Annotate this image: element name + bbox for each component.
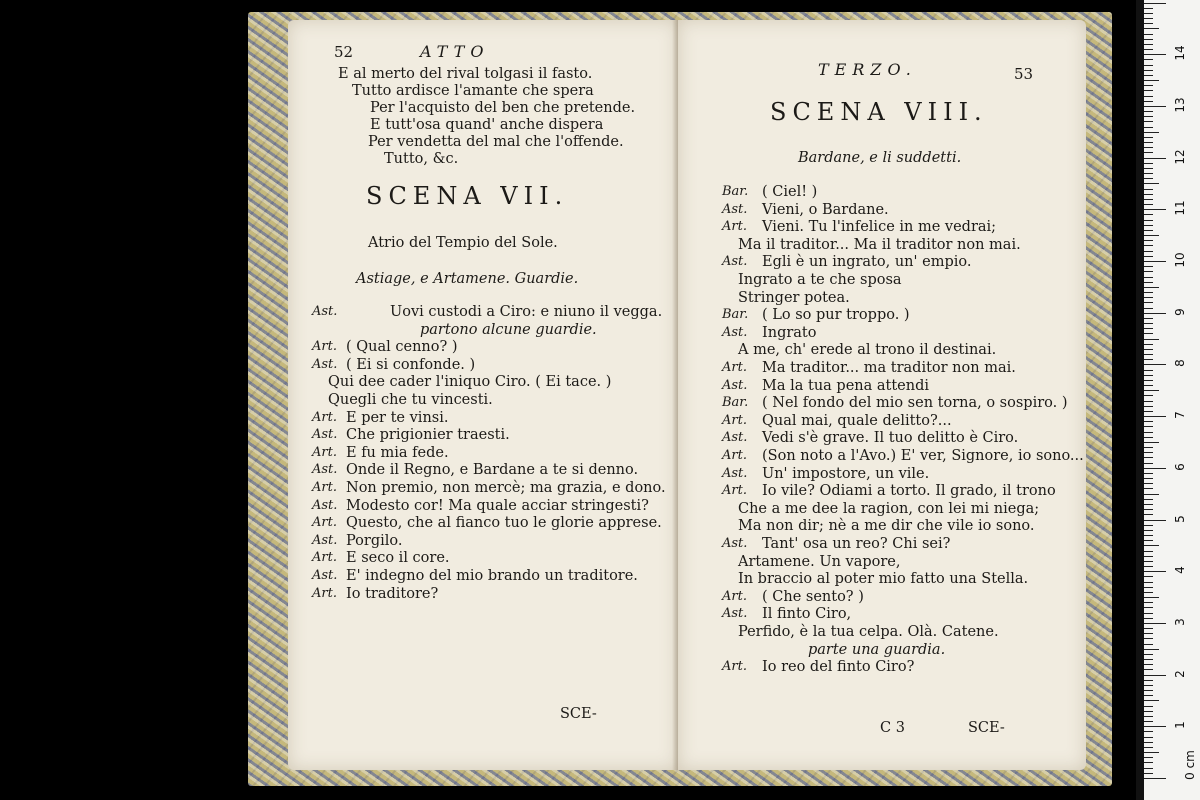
ruler-tick — [1144, 266, 1153, 267]
ruler-tick — [1144, 28, 1159, 29]
speaker-label: Ast. — [722, 324, 748, 340]
ruler-label: 12 — [1173, 148, 1187, 165]
ruler-tick — [1144, 142, 1153, 143]
ruler-tick — [1144, 447, 1153, 448]
ruler-tick — [1144, 613, 1153, 614]
dialogue-line: In braccio al poter mio fatto una Stella. — [738, 571, 1029, 588]
ruler-tick — [1144, 199, 1153, 200]
ruler-tick — [1144, 499, 1153, 500]
ruler-label: 1 — [1173, 721, 1187, 730]
ruler-tick — [1144, 90, 1153, 91]
dialogue-line: Perfido, è la tua celpa. Olà. Catene. — [738, 624, 999, 640]
speaker-label: Art. — [312, 585, 337, 601]
speaker-label: Art. — [312, 480, 337, 495]
speaker-label: Art. — [312, 444, 337, 460]
ruler-tick — [1144, 488, 1153, 489]
dialogue-line: Che a me dee la ragion, con lei mi niega; — [738, 500, 1040, 517]
speaker-label: Art. — [722, 360, 747, 375]
dialogue-line: Stringer potea. — [738, 289, 850, 306]
ruler-tick — [1144, 700, 1159, 701]
ruler-tick — [1144, 96, 1153, 97]
ruler-tick — [1144, 65, 1153, 66]
speaker-label: Art. — [312, 515, 337, 531]
ruler-tick — [1144, 116, 1153, 117]
ruler-tick — [1144, 380, 1153, 381]
speaker-label: Ast. — [312, 532, 338, 548]
ruler-tick — [1144, 261, 1166, 262]
ruler-label: 9 — [1173, 307, 1187, 316]
ruler-tick — [1144, 23, 1153, 24]
ruler-tick — [1144, 659, 1153, 660]
dialogue-line: Non premio, non mercè; ma grazia, e dono. — [346, 480, 666, 496]
ruler-tick — [1144, 282, 1153, 283]
dialogue-line: ( Qual cenno? ) — [346, 339, 458, 356]
ruler-tick — [1144, 240, 1153, 241]
ruler-tick — [1144, 277, 1153, 278]
ruler-tick — [1144, 220, 1153, 221]
speaker-label: Bar. — [722, 395, 749, 411]
speaker-label: Ast. — [312, 427, 338, 443]
ruler-tick — [1144, 75, 1153, 76]
ruler-tick — [1144, 675, 1166, 676]
ruler-tick — [1144, 457, 1153, 458]
dialogue-line: Ingrato a te che sposa — [738, 272, 902, 288]
ruler-label: 0 cm — [1183, 750, 1197, 780]
ruler-tick — [1144, 271, 1153, 272]
ruler-tick — [1144, 762, 1153, 763]
ruler-tick — [1144, 556, 1153, 557]
verse-line: Per l'acquisto del ben che pretende. — [370, 100, 636, 116]
ruler-tick — [1144, 370, 1153, 371]
dialogue-line: A me, ch' erede al trono il destinai. — [738, 342, 997, 359]
ruler-label: 5 — [1173, 514, 1187, 523]
dialogue-line: Artamene. Un vapore, — [738, 553, 901, 570]
ruler-tick — [1144, 235, 1159, 236]
speaker-label: Ast. — [722, 430, 748, 446]
ruler-tick — [1144, 737, 1153, 738]
dialogue-line: Quegli che tu vincesti. — [328, 392, 493, 408]
ruler-tick — [1144, 607, 1153, 608]
ruler-tick — [1144, 230, 1153, 231]
ruler-tick — [1144, 416, 1166, 417]
speaker-label: Ast. — [312, 356, 338, 372]
dialogue-line: Questo, che al fianco tuo le glorie apprese. — [346, 515, 662, 532]
ruler-tick — [1144, 618, 1153, 619]
dialogue-line: Ma non dir; nè a me dir che vile io sono. — [738, 518, 1035, 535]
right-running-head: TERZO. — [818, 60, 917, 79]
ruler-tick — [1144, 509, 1153, 510]
ruler-tick — [1144, 757, 1153, 758]
ruler-tick — [1144, 654, 1153, 655]
ruler-tick — [1144, 633, 1153, 634]
ruler-tick — [1144, 551, 1153, 552]
catchword: SCE- — [968, 720, 1005, 736]
ruler-tick — [1144, 3, 1166, 4]
speaker-label: Art. — [722, 219, 747, 235]
ruler-tick — [1144, 173, 1153, 174]
ruler-tick — [1144, 406, 1153, 407]
ruler-tick — [1144, 132, 1159, 133]
ruler-tick — [1144, 742, 1153, 743]
ruler-tick — [1144, 245, 1153, 246]
ruler-tick — [1144, 411, 1153, 412]
dialogue-line: Modesto cor! Ma quale acciar stringesti? — [346, 497, 649, 514]
ruler-tick — [1144, 390, 1159, 391]
verse-line: E tutt'osa quand' anche dispera — [370, 117, 604, 133]
ruler-tick — [1144, 664, 1153, 665]
ruler-tick — [1144, 628, 1153, 629]
ruler-tick — [1144, 163, 1153, 164]
dialogue-line: E seco il core. — [346, 550, 450, 567]
verse-line: Per vendetta del mal che l'offende. — [368, 134, 624, 150]
ruler-label: 4 — [1173, 566, 1187, 575]
ruler-tick — [1144, 152, 1153, 153]
ruler-tick — [1144, 540, 1153, 541]
ruler-tick — [1144, 706, 1153, 707]
ruler-tick — [1144, 395, 1153, 396]
ruler-tick — [1144, 592, 1153, 593]
ruler-tick — [1144, 685, 1153, 686]
dialogue-line: ( Che sento? ) — [762, 588, 864, 605]
ruler-tick — [1144, 323, 1153, 324]
speaker-label: Ast. — [312, 304, 338, 319]
speaker-label: Ast. — [722, 377, 748, 393]
dialogue-line: Uovi custodi a Ciro: e niuno il vegga. — [390, 304, 663, 320]
dialogue-line: Ma il traditor... Ma il traditor non mai. — [738, 236, 1021, 253]
ruler-tick — [1144, 106, 1166, 107]
left-page-number: 52 — [334, 43, 354, 61]
ruler-tick — [1144, 209, 1166, 210]
ruler-tick — [1144, 716, 1153, 717]
dialogue-line: Ma traditor... ma traditor non mai. — [762, 360, 1016, 376]
ruler-tick — [1144, 85, 1153, 86]
ruler-tick — [1144, 80, 1159, 81]
dialogue-line: E' indegno del mio brando un traditore. — [346, 568, 638, 584]
ruler-tick — [1144, 158, 1166, 159]
ruler-tick — [1144, 623, 1166, 624]
speaker-label: Art. — [312, 550, 337, 566]
ruler-tick — [1144, 695, 1153, 696]
ruler-tick — [1144, 452, 1153, 453]
scene-characters: Astiage, e Artamene. Guardie. — [356, 271, 579, 287]
scene-title: SCENA VIII. — [770, 98, 988, 126]
ruler-tick — [1144, 514, 1153, 515]
ruler-tick — [1144, 308, 1153, 309]
dialogue-line: Un' impostore, un vile. — [762, 465, 930, 482]
verse-line: E al merto del rival tolgasi il fasto. — [338, 66, 593, 82]
dialogue-line: Porgilo. — [346, 532, 403, 549]
ruler-label: 13 — [1173, 97, 1187, 113]
ruler-tick — [1144, 525, 1153, 526]
dialogue-line: ( Ciel! ) — [762, 184, 818, 200]
ruler-tick — [1144, 354, 1153, 355]
ruler-black-bar — [1136, 0, 1144, 800]
dialogue-line: Vieni. Tu l'infelice in me vedrai; — [762, 219, 997, 236]
speaker-label: Ast. — [722, 254, 748, 270]
scene-setting: Atrio del Tempio del Sole. — [368, 235, 558, 251]
dialogue-line: Qual mai, quale delitto?... — [762, 412, 952, 429]
dialogue-line: Io vile? Odiami a torto. Il grado, il trono — [762, 483, 1056, 500]
ruler-tick — [1144, 587, 1153, 588]
dialogue-line: Vieni, o Bardane. — [762, 201, 889, 218]
dialogue-line: E fu mia fede. — [346, 444, 449, 461]
ruler-tick — [1144, 561, 1153, 562]
speaker-label: Ast. — [722, 606, 748, 622]
dialogue-line: Che prigionier traesti. — [346, 427, 510, 444]
ruler-tick — [1144, 576, 1153, 577]
speaker-label: Art. — [722, 588, 747, 604]
dialogue-line: Io traditore? — [346, 585, 439, 602]
stage-direction: parte una guardia. — [808, 641, 946, 658]
ruler-tick — [1144, 313, 1166, 314]
dialogue-line: Egli è un ingrato, un' empio. — [762, 254, 972, 271]
ruler-label: 2 — [1173, 669, 1187, 678]
ruler-tick — [1144, 752, 1159, 753]
dialogue-line: ( Nel fondo del mio sen torna, o sospiro. ) — [762, 395, 1068, 412]
dialogue-line: Il finto Ciro, — [762, 606, 852, 623]
dialogue-line: ( Lo so pur troppo. ) — [762, 307, 910, 324]
speaker-label: Ast. — [312, 497, 338, 513]
speaker-label: Art. — [312, 409, 337, 425]
ruler-tick — [1144, 292, 1153, 293]
ruler-tick — [1144, 344, 1153, 345]
ruler-tick — [1144, 54, 1166, 55]
ruler-tick — [1144, 225, 1153, 226]
ruler-tick — [1144, 773, 1153, 774]
dialogue-line: E per te vinsi. — [346, 409, 449, 426]
ruler-tick — [1144, 437, 1153, 438]
ruler-tick — [1144, 359, 1153, 360]
ruler-label: 11 — [1173, 200, 1187, 216]
verse-line: Tutto, &c. — [384, 151, 459, 167]
ruler-tick — [1144, 297, 1153, 298]
ruler-tick — [1144, 111, 1153, 112]
ruler-tick — [1144, 649, 1159, 650]
ruler-tick — [1144, 711, 1153, 712]
speaker-label: Bar. — [722, 307, 749, 323]
speaker-label: Art. — [312, 339, 337, 355]
speaker-label: Ast. — [312, 568, 338, 583]
ruler-tick — [1144, 18, 1153, 19]
ruler-tick — [1144, 731, 1153, 732]
ruler-tick — [1144, 597, 1159, 598]
left-running-head: ATTO — [420, 42, 490, 61]
ruler-tick — [1144, 483, 1153, 484]
ruler-tick — [1144, 328, 1153, 329]
ruler-tick — [1144, 101, 1153, 102]
speaker-label: Art. — [722, 412, 747, 428]
dialogue-line: Qui dee cader l'iniquo Ciro. ( Ei tace. ) — [328, 374, 612, 391]
ruler-tick — [1144, 121, 1153, 122]
signature-mark: C 3 — [880, 720, 905, 736]
dialogue-line: Vedi s'è grave. Il tuo delitto è Ciro. — [762, 430, 1019, 447]
ruler-tick — [1144, 463, 1153, 464]
scene-characters: Bardane, e li suddetti. — [798, 150, 962, 166]
ruler-tick — [1144, 494, 1159, 495]
ruler-tick — [1144, 426, 1153, 427]
speaker-label: Ast. — [312, 462, 338, 478]
ruler-tick — [1144, 669, 1153, 670]
ruler-tick — [1144, 256, 1153, 257]
catchword: SCE- — [560, 706, 597, 722]
ruler-tick — [1144, 535, 1153, 536]
speaker-label: Ast. — [722, 536, 748, 551]
ruler-tick — [1144, 194, 1153, 195]
ruler-tick — [1144, 473, 1153, 474]
ruler-tick — [1144, 478, 1153, 479]
ruler-tick — [1144, 137, 1153, 138]
ruler-tick — [1144, 204, 1153, 205]
dialogue-line: Ma la tua pena attendi — [762, 377, 930, 394]
ruler-tick — [1144, 432, 1153, 433]
ruler-tick — [1144, 566, 1153, 567]
ruler-tick — [1144, 385, 1153, 386]
ruler-tick — [1144, 44, 1153, 45]
ruler-tick — [1144, 571, 1166, 572]
ruler-tick — [1144, 189, 1153, 190]
ruler-tick — [1144, 214, 1153, 215]
ruler-tick — [1144, 8, 1153, 9]
ruler-tick — [1144, 545, 1159, 546]
ruler-tick — [1144, 638, 1153, 639]
ruler-tick — [1144, 468, 1166, 469]
ruler-tick — [1144, 768, 1153, 769]
ruler-tick — [1144, 726, 1166, 727]
ruler-tick — [1144, 520, 1166, 521]
ruler-tick — [1144, 178, 1153, 179]
ruler-tick — [1144, 442, 1159, 443]
speaker-label: Art. — [722, 483, 747, 499]
ruler-tick — [1144, 49, 1153, 50]
ruler-tick — [1144, 70, 1153, 71]
ruler-tick — [1144, 39, 1153, 40]
ruler-label: 14 — [1173, 45, 1187, 61]
ruler-tick — [1144, 401, 1153, 402]
dialogue-line: ( Ei si confonde. ) — [346, 356, 476, 373]
ruler-tick — [1144, 644, 1153, 645]
dialogue-line: Ingrato — [762, 324, 817, 341]
ruler-label: 3 — [1173, 618, 1187, 626]
ruler-tick — [1144, 302, 1153, 303]
ruler-tick — [1144, 251, 1153, 252]
ruler-tick — [1144, 721, 1153, 722]
dialogue-line: Tant' osa un reo? Chi sei? — [762, 536, 951, 552]
ruler-tick — [1144, 680, 1153, 681]
ruler-label: 8 — [1173, 359, 1187, 368]
ruler-label: 6 — [1173, 462, 1187, 471]
scene-title: SCENA VII. — [366, 182, 569, 210]
ruler-tick — [1144, 530, 1153, 531]
ruler-tick — [1144, 778, 1166, 779]
ruler-tick — [1144, 747, 1153, 748]
ruler-tick — [1144, 602, 1153, 603]
ruler-tick — [1144, 59, 1153, 60]
ruler-tick — [1144, 127, 1153, 128]
ruler-tick — [1144, 690, 1153, 691]
ruler-tick — [1144, 168, 1153, 169]
ruler-tick — [1144, 333, 1153, 334]
ruler-tick — [1144, 421, 1153, 422]
ruler-tick — [1144, 364, 1166, 365]
ruler-tick — [1144, 375, 1153, 376]
speaker-label: Art. — [722, 448, 747, 463]
stage-direction: partono alcune guardie. — [420, 321, 597, 338]
speaker-label: Art. — [722, 659, 747, 675]
dialogue-line: (Son noto a l'Avo.) E' ver, Signore, io sono... — [762, 448, 1084, 464]
ruler-tick — [1144, 504, 1153, 505]
ruler-tick — [1144, 13, 1153, 14]
dialogue-line: Onde il Regno, e Bardane a te si denno. — [346, 462, 639, 479]
ruler-tick — [1144, 318, 1153, 319]
speaker-label: Ast. — [722, 465, 748, 481]
ruler-label: 10 — [1173, 252, 1187, 268]
ruler-tick — [1144, 287, 1159, 288]
speaker-label: Bar. — [722, 184, 749, 199]
ruler-tick — [1144, 582, 1153, 583]
dialogue-line: Io reo del finto Ciro? — [762, 659, 915, 676]
right-page-number: 53 — [1014, 65, 1034, 83]
ruler-tick — [1144, 183, 1159, 184]
speaker-label: Ast. — [722, 201, 748, 217]
ruler-tick — [1144, 339, 1159, 340]
ruler-tick — [1144, 147, 1153, 148]
ruler-tick — [1144, 34, 1153, 35]
verse-line: Tutto ardisce l'amante che spera — [352, 83, 594, 99]
ruler-label: 7 — [1173, 411, 1187, 419]
ruler-tick — [1144, 349, 1153, 350]
